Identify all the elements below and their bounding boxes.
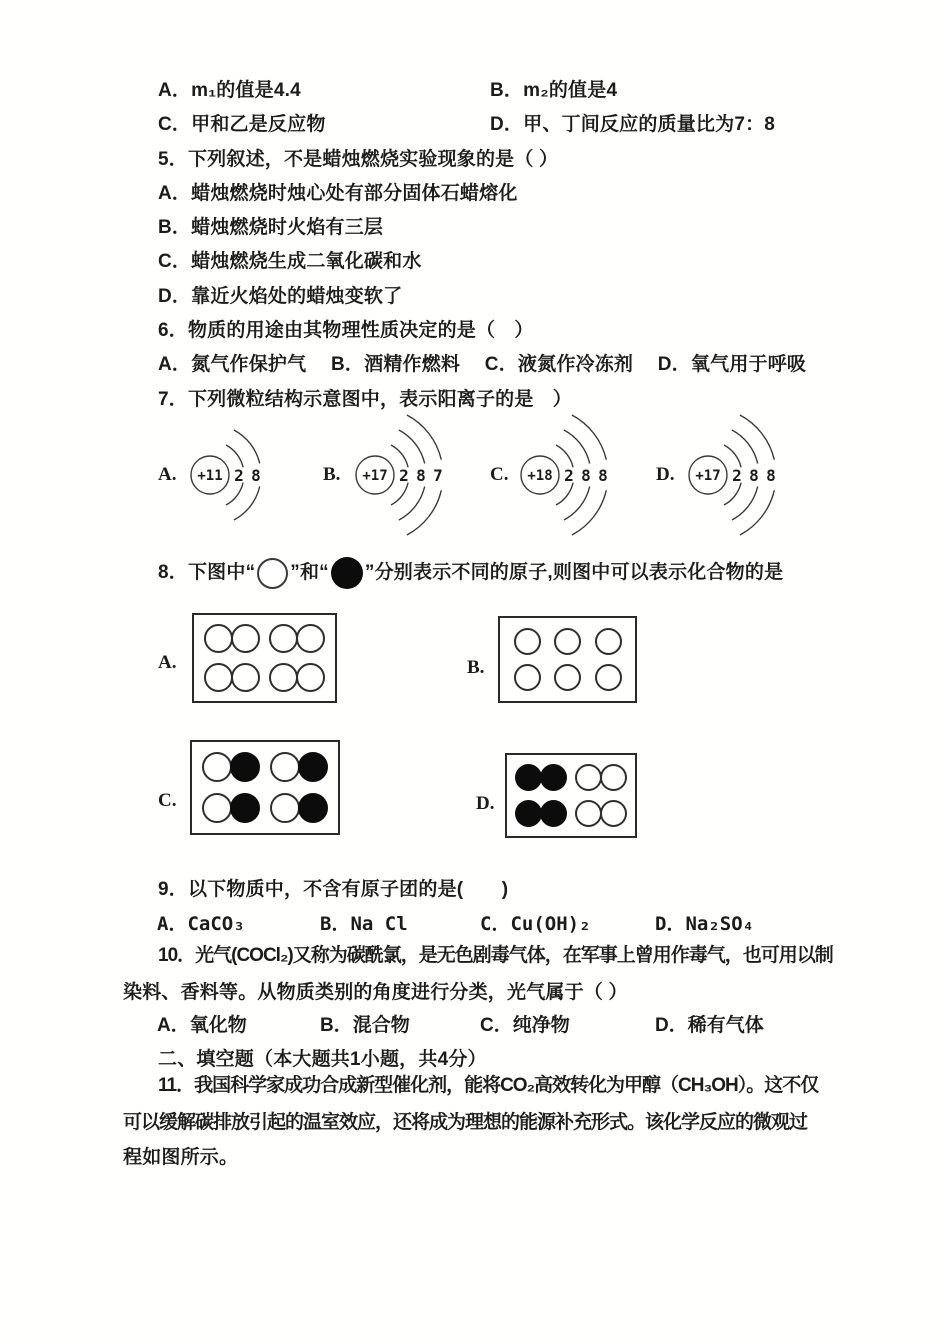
molecule: [554, 628, 581, 655]
q9-option-b: B．Na Cl: [320, 913, 408, 935]
molecule: [202, 793, 260, 823]
white-atom-icon: [575, 800, 602, 827]
black-atom-icon: [515, 764, 542, 791]
svg-text:+17: +17: [695, 468, 721, 484]
q7-atom-label-a: A.: [158, 464, 177, 485]
molecule-row: [500, 664, 635, 691]
white-atom-icon: [269, 624, 298, 653]
svg-text:8: 8: [251, 466, 261, 485]
q9-option-c: C．Cu(OH)₂: [480, 913, 591, 935]
white-atom-icon: [296, 663, 325, 692]
white-atom-icon: [575, 764, 602, 791]
q6-options-line: A．氮气作保护气 B．酒精作燃料 C．液氮作冷冻剂 D．氧气用于呼吸: [158, 354, 807, 375]
q8-diagram-label-c: C.: [158, 790, 177, 811]
white-atom-icon: [231, 663, 260, 692]
q10-line2: 染料、香料等。从物质类别的角度进行分类，光气属于（ ）: [123, 982, 628, 1003]
black-atom-icon: [515, 800, 542, 827]
q11-line1: 11．我国科学家成功合成新型催化剂，能将CO₂高效转化为甲醇（CH₃OH）。这不仅: [158, 1075, 819, 1096]
molecule: [575, 764, 627, 791]
molecule: [595, 664, 622, 691]
molecule: [204, 663, 260, 692]
black-atom-icon: [230, 793, 260, 823]
q4-option-a: A．m₁的值是4.4: [158, 80, 301, 101]
section2-header: 二、填空题（本大题共1小题，共4分）: [158, 1049, 487, 1070]
white-atom-icon: [595, 664, 622, 691]
q10-option-b: B．混合物: [320, 1015, 410, 1036]
white-atom-icon: [296, 624, 325, 653]
svg-text:+17: +17: [362, 468, 388, 484]
svg-text:2: 2: [732, 466, 742, 485]
black-atom-icon: [331, 557, 363, 589]
q10-option-a: A．氧化物: [157, 1015, 247, 1036]
svg-text:2: 2: [564, 466, 574, 485]
q7-atom-label-c: C.: [490, 464, 509, 485]
q7-atom-diagram-a: [182, 412, 302, 538]
q8-diagram-label-d: D.: [476, 793, 495, 814]
white-atom-icon: [202, 793, 232, 823]
white-atom-icon: [600, 764, 627, 791]
white-atom-icon: [595, 628, 622, 655]
molecule: [204, 624, 260, 653]
white-atom-icon: [270, 752, 300, 782]
white-atom-icon: [270, 793, 300, 823]
molecule-row: [194, 624, 335, 653]
svg-text:8: 8: [749, 466, 759, 485]
q8-diagram-label-a: A.: [158, 652, 177, 673]
q4-option-c: C．甲和乙是反应物: [158, 114, 326, 135]
white-atom-icon: [600, 800, 627, 827]
svg-text:+11: +11: [197, 468, 223, 484]
molecule-row: [194, 663, 335, 692]
q6-stem: 6．物质的用途由其物理性质决定的是（ ）: [158, 320, 534, 341]
q7-stem: 7．下列微粒结构示意图中，表示阳离子的是 ）: [158, 389, 572, 410]
q7-atom-diagram-d: [680, 412, 800, 538]
q9-option-d: D．Na₂SO₄: [655, 913, 755, 935]
molecule: [270, 793, 328, 823]
molecule: [515, 764, 567, 791]
white-atom-icon: [204, 624, 233, 653]
molecule: [515, 800, 567, 827]
white-atom-icon: [554, 628, 581, 655]
q10-option-d: D．稀有气体: [655, 1015, 764, 1036]
q8-diagram-label-b: B.: [467, 657, 485, 678]
q8-stem-text-2: ”和“: [290, 562, 329, 583]
molecule: [270, 752, 328, 782]
molecule-row: [192, 752, 338, 782]
molecule: [269, 624, 325, 653]
molecule: [514, 628, 541, 655]
q8-diagram-box-a: [192, 613, 337, 703]
svg-text:2: 2: [399, 466, 409, 485]
q8-diagram-box-b: [498, 616, 637, 703]
black-atom-icon: [230, 752, 260, 782]
molecule: [554, 664, 581, 691]
molecule: [595, 628, 622, 655]
black-atom-icon: [540, 764, 567, 791]
q4-option-d: D．甲、丁间反应的质量比为7：8: [490, 114, 776, 135]
q11-line3: 程如图所示。: [123, 1147, 239, 1168]
molecule: [575, 800, 627, 827]
q5-stem: 5．下列叙述，不是蜡烛燃烧实验现象的是（ ）: [158, 149, 559, 170]
white-atom-icon: [257, 558, 288, 589]
molecule: [514, 664, 541, 691]
black-atom-icon: [540, 800, 567, 827]
white-atom-icon: [514, 628, 541, 655]
black-atom-icon: [298, 793, 328, 823]
q8-diagram-box-d: [505, 753, 637, 838]
molecule-row: [507, 764, 635, 791]
molecule-row: [500, 628, 635, 655]
q9-stem: 9．以下物质中，不含有原子团的是( ): [158, 879, 509, 900]
q8-diagram-box-c: [190, 740, 340, 835]
q5-option-b: B．蜡烛燃烧时火焰有三层: [158, 217, 384, 238]
svg-text:8: 8: [766, 466, 776, 485]
svg-text:8: 8: [581, 466, 591, 485]
q7-atom-label-b: B.: [323, 464, 341, 485]
black-atom-icon: [298, 752, 328, 782]
q9-option-a: A．CaCO₃: [157, 913, 245, 935]
q11-line2: 可以缓解碳排放引起的温室效应，还将成为理想的能源补充形式。该化学反应的微观过: [123, 1112, 808, 1133]
q5-option-d: D．靠近火焰处的蜡烛变软了: [158, 286, 403, 307]
q7-atom-diagram-c: [512, 412, 632, 538]
svg-text:2: 2: [234, 466, 244, 485]
q5-option-c: C．蜡烛燃烧生成二氧化碳和水: [158, 251, 422, 272]
q7-atom-diagram-b: [347, 412, 467, 538]
molecule: [269, 663, 325, 692]
white-atom-icon: [554, 664, 581, 691]
molecule-row: [192, 793, 338, 823]
q8-stem-text-3: ”分别表示不同的原子,则图中可以表示化合物的是: [364, 562, 784, 583]
q8-stem: [158, 552, 783, 594]
molecule-row: [507, 800, 635, 827]
svg-text:+18: +18: [527, 468, 553, 484]
svg-text:7: 7: [433, 466, 443, 485]
svg-text:8: 8: [416, 466, 426, 485]
q10-option-c: C．纯净物: [480, 1015, 570, 1036]
q8-stem-text-1: 8．下图中“: [158, 562, 256, 583]
white-atom-icon: [231, 624, 260, 653]
white-atom-icon: [514, 664, 541, 691]
white-atom-icon: [204, 663, 233, 692]
q4-option-b: B．m₂的值是4: [490, 80, 618, 101]
q7-atom-label-d: D.: [656, 464, 675, 485]
q10-line1: 10．光气(COCl₂)又称为碳酰氯，是无色剧毒气体，在军事上曾用作毒气，也可用以制: [158, 945, 833, 966]
white-atom-icon: [202, 752, 232, 782]
molecule: [202, 752, 260, 782]
q5-option-a: A．蜡烛燃烧时烛心处有部分固体石蜡熔化: [158, 183, 518, 204]
white-atom-icon: [269, 663, 298, 692]
svg-text:8: 8: [598, 466, 608, 485]
